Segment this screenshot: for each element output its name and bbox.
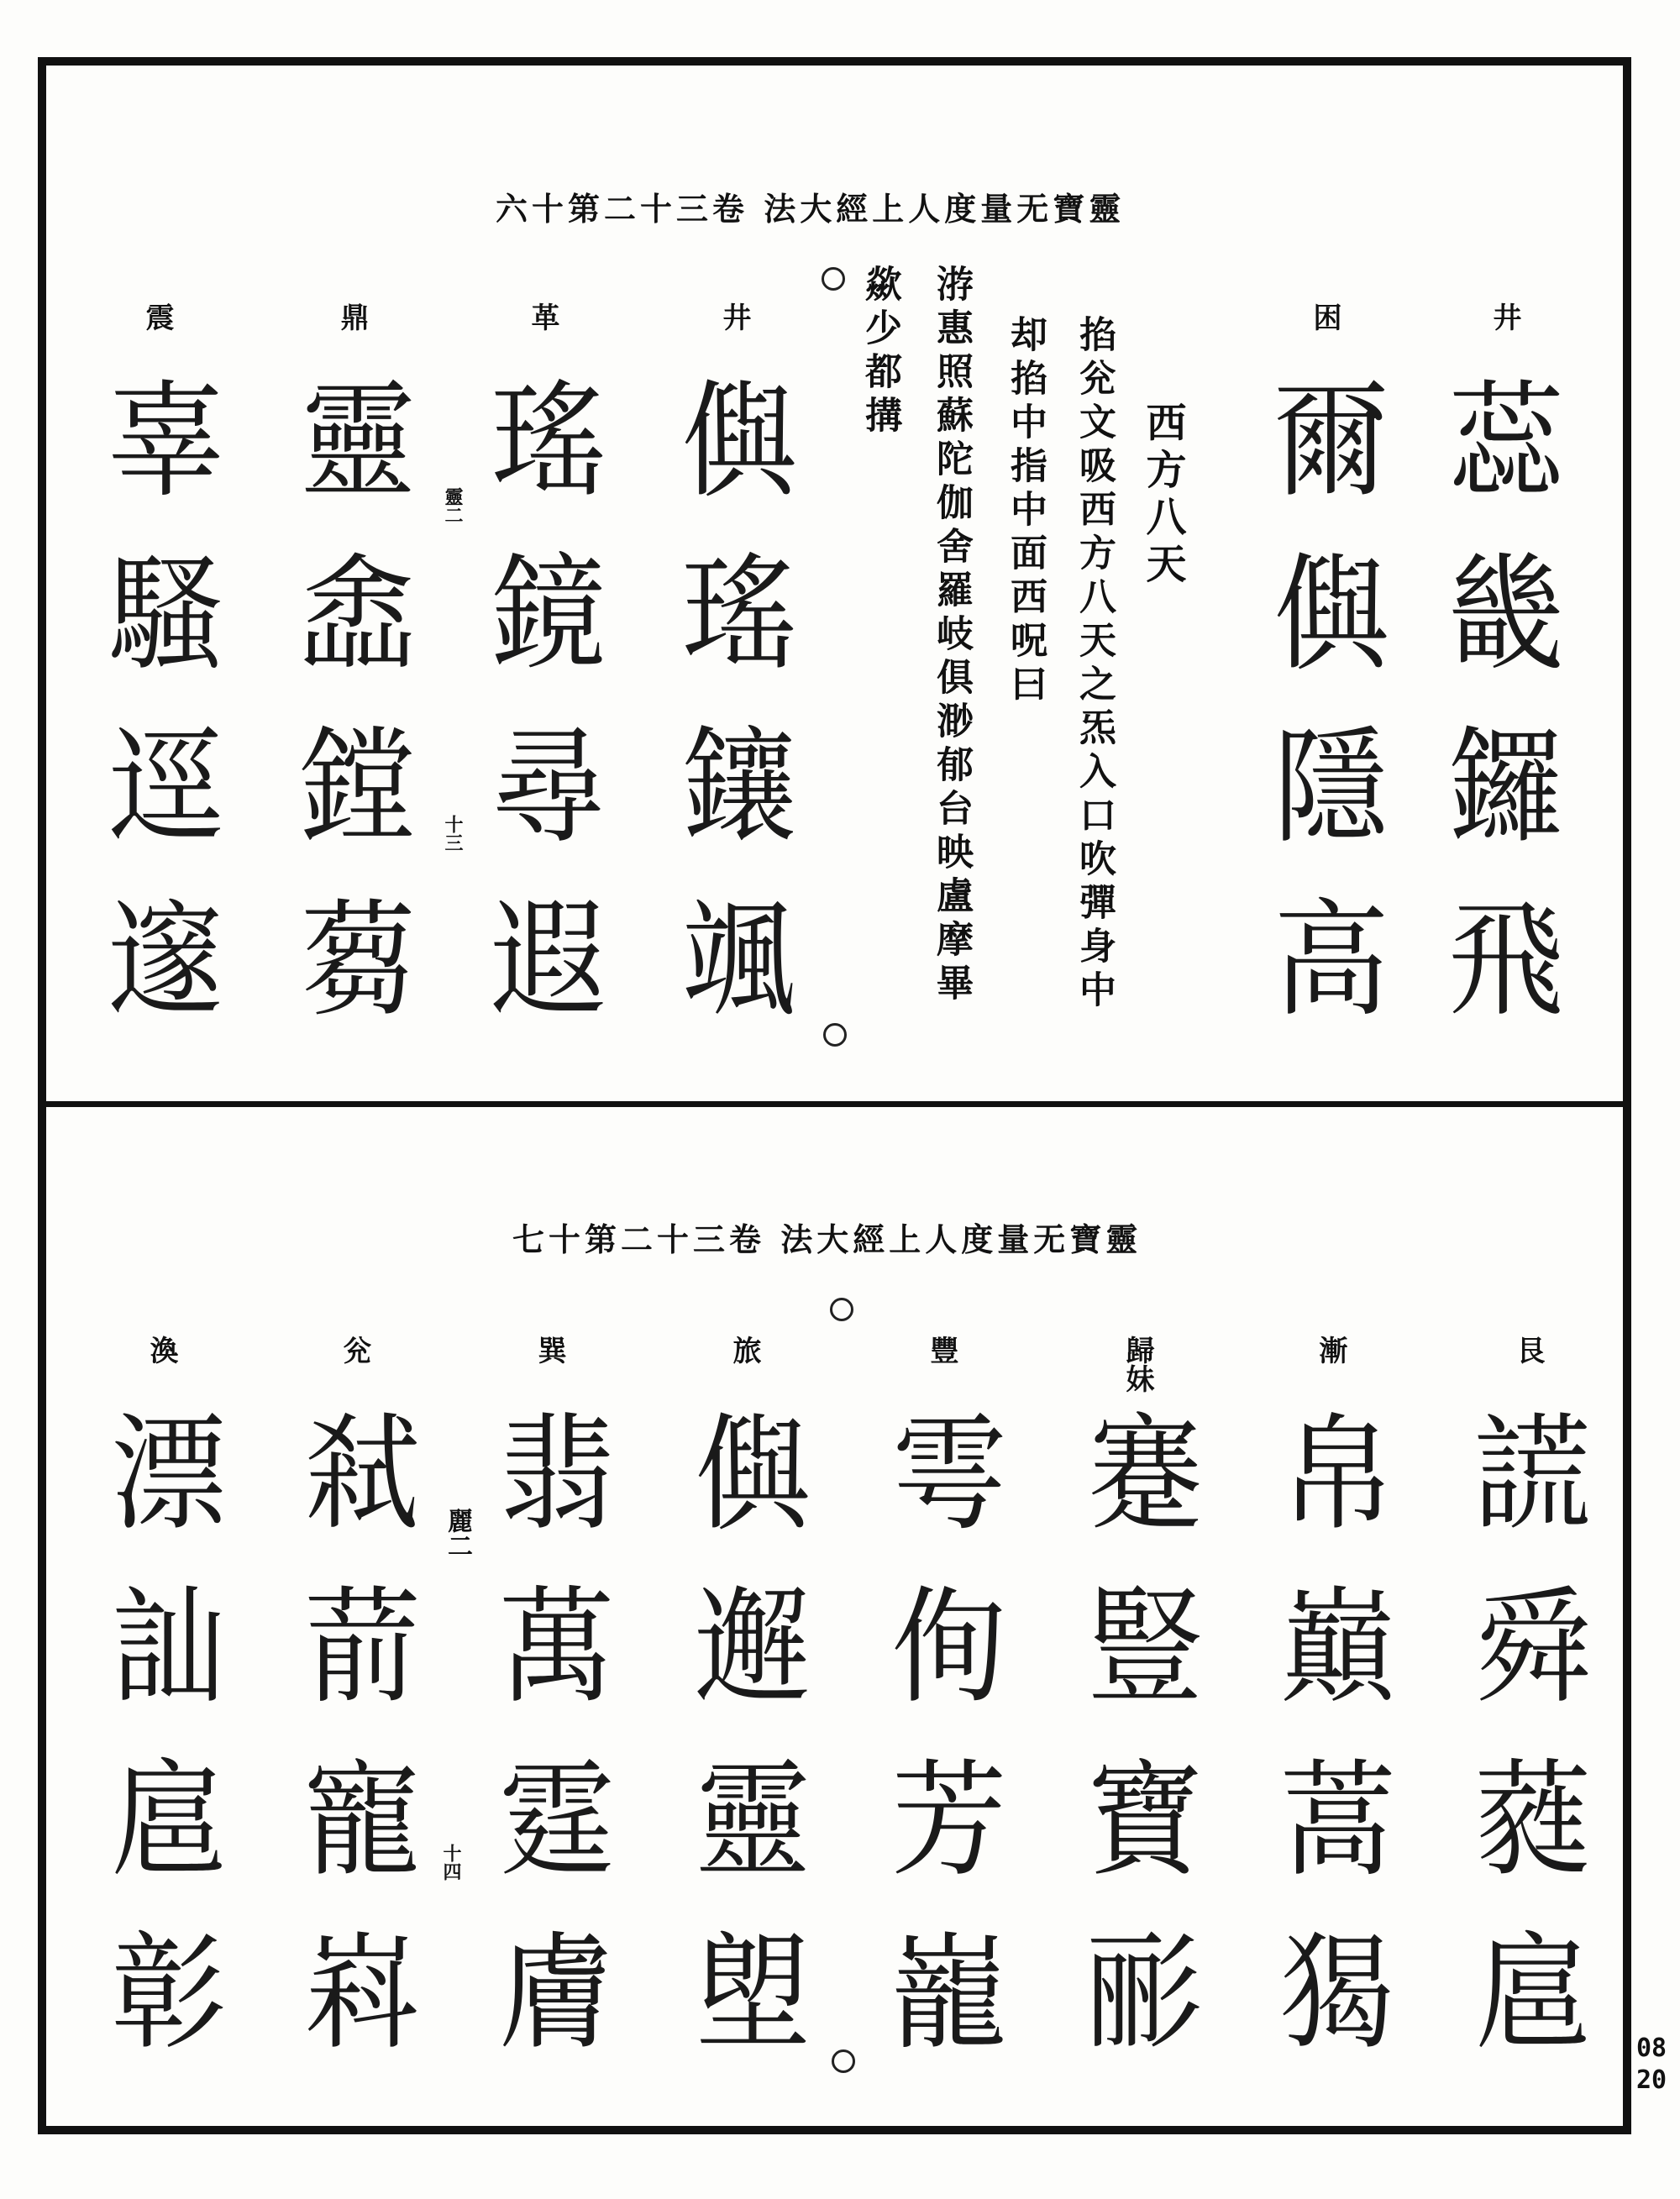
top-circle-bottom — [823, 1023, 847, 1047]
bottom-label-0: 艮 — [1511, 1336, 1545, 1364]
top-side-note-1: 靈二 — [442, 487, 464, 524]
top-label-5: 震 — [140, 302, 174, 331]
bottom-seal-3: 雩侚芳巃 — [870, 1407, 1006, 2099]
top-label-0: 井 — [1488, 302, 1521, 331]
top-side-note-2: 十三 — [442, 815, 464, 852]
bottom-label-5: 巽 — [533, 1336, 566, 1364]
bottom-seal-6: 弒葥寵嵙 — [283, 1407, 419, 2099]
top-seal-3: 瑤鏡尋遐 — [470, 374, 606, 1066]
top-page-header — [496, 183, 1125, 229]
bottom-label-6: 兊 — [338, 1336, 371, 1364]
bottom-seal-5: 翡萬霆膚 — [478, 1407, 614, 2099]
bottom-side-note-2: 十四 — [440, 1844, 462, 1881]
top-text-4: 歘少都搆 — [858, 265, 901, 439]
top-circle-top — [822, 267, 845, 291]
top-text-2: 却掐中指中面西呪曰 — [1004, 315, 1047, 708]
bottom-seal-4: 㒜邂靈塱 — [674, 1407, 810, 2099]
bottom-header-text: 靈寶无量度人上經大法 卷三十二第十七 — [512, 1220, 1142, 1258]
page-divider — [38, 1101, 1631, 1107]
bottom-seal-7: 漂訕扈彰 — [90, 1407, 226, 2099]
top-text-1: 掐兊文吸西方八天之炁入口吹彈身中 — [1073, 315, 1116, 1014]
top-header-text: 靈寶无量度人上經大法 卷三十二第十六 — [496, 190, 1126, 228]
bottom-seal-1: 帛巔蒿猲 — [1259, 1407, 1395, 2099]
bottom-label-7: 渙 — [144, 1336, 178, 1364]
bottom-seal-0: 謊舜蕤扈 — [1454, 1407, 1590, 2099]
bottom-page-header — [512, 1214, 1142, 1260]
top-seal-2: 㒜瑤鑲颯 — [660, 374, 796, 1066]
top-seal-4: 靈嵞鏜蒭 — [279, 374, 415, 1066]
top-label-2: 井 — [717, 302, 751, 331]
top-text-3: 㳺惠照蘇陀伽舍羅岐俱渺郁台映盧摩畢 — [930, 265, 973, 1007]
bottom-label-3: 豐 — [925, 1336, 958, 1364]
top-seal-5: 辜騷逕邃 — [87, 374, 223, 1066]
top-label-3: 革 — [526, 302, 559, 331]
page-number: 0820 — [1635, 2034, 1667, 2095]
top-label-1: 困 — [1308, 302, 1341, 331]
top-label-4: 鼎 — [335, 302, 369, 331]
bottom-side-note-1: 麗二 — [443, 1508, 472, 1558]
bottom-label-4: 旅 — [727, 1336, 761, 1364]
top-text-0: 西方八天 — [1139, 401, 1186, 590]
bottom-label-1: 漸 — [1314, 1336, 1347, 1364]
bottom-label-2: 歸妹 — [1121, 1336, 1154, 1393]
bottom-circle-top — [830, 1298, 853, 1321]
top-seal-1: 爾㒜隱高 — [1252, 374, 1389, 1066]
top-seal-0: 蕊畿鑼飛 — [1427, 374, 1563, 1066]
bottom-seal-2: 蹇豎寶彨 — [1066, 1407, 1202, 2099]
bottom-circle-bottom — [832, 2049, 855, 2073]
